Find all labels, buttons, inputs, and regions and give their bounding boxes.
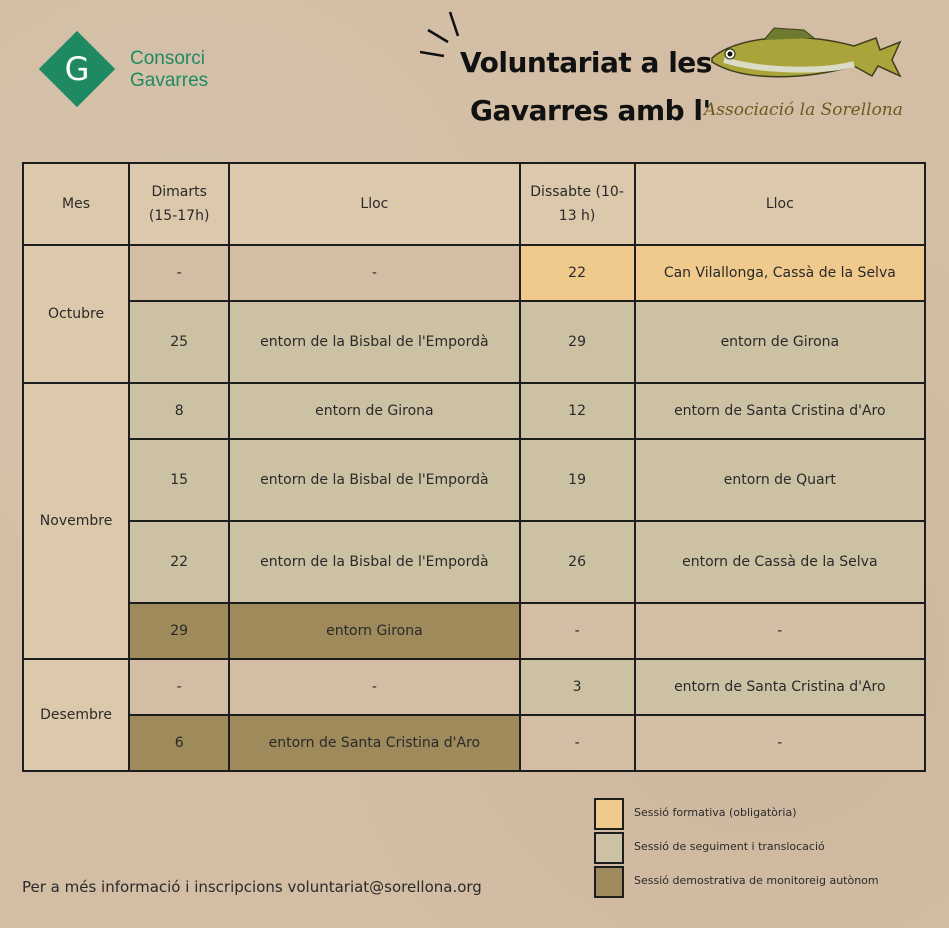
table-row [23,603,925,659]
month-octubre: Octubre [23,245,129,383]
saturday-date: - [520,603,635,659]
tuesday-date: - [129,659,229,715]
consorci-gavarres-logo [38,30,238,110]
legend-label: Sessió formativa (obligatòria) [634,806,797,819]
tuesday-place: entorn de Santa Cristina d'Aro [229,715,519,771]
table-row [23,383,925,439]
legend-swatch-formativa [594,798,624,830]
saturday-date: 29 [520,301,635,383]
tuesday-date: 22 [129,521,229,603]
table-row [23,715,925,771]
legend-swatch-seguiment [594,832,624,864]
schedule-table [22,162,926,772]
table-row [23,521,925,603]
tuesday-place: entorn Girona [229,603,519,659]
saturday-place: entorn de Quart [635,439,925,521]
saturday-date: - [520,715,635,771]
table-header-row [23,163,925,245]
tuesday-place: - [229,245,519,301]
logo-text [130,48,208,92]
tuesday-place: entorn de la Bisbal de l'Empordà [229,521,519,603]
table-row [23,659,925,715]
tuesday-date: 8 [129,383,229,439]
saturday-place: entorn de Cassà de la Selva [635,521,925,603]
table-row [23,439,925,521]
table-row [23,301,925,383]
saturday-place: entorn de Santa Cristina d'Aro [635,659,925,715]
tuesday-date: - [129,245,229,301]
saturday-place: - [635,603,925,659]
logo-line2: Gavarres [130,70,209,91]
footer-info: Per a més informació i inscripcions voluntariat@sorellona.org [22,878,482,896]
saturday-date: 22 [520,245,635,301]
saturday-date: 19 [520,439,635,521]
header-mes: Mes [23,163,129,245]
legend-item-seguiment [594,832,934,866]
tuesday-place: entorn de la Bisbal de l'Empordà [229,301,519,383]
tuesday-date: 25 [129,301,229,383]
tuesday-date: 15 [129,439,229,521]
tuesday-place: - [229,659,519,715]
fish-icon [704,20,904,90]
tuesday-place: entorn de Girona [229,383,519,439]
page-title [420,8,920,138]
saturday-place: entorn de Girona [635,301,925,383]
title-line1: Voluntariat a les [460,46,712,79]
saturday-date: 12 [520,383,635,439]
month-novembre: Novembre [23,383,129,659]
legend-item-formativa [594,798,934,832]
legend-label: Sessió demostrativa de monitoreig autònom [634,874,879,887]
saturday-place: entorn de Santa Cristina d'Aro [635,383,925,439]
legend [594,798,934,900]
legend-item-demostrativa [594,866,934,900]
association-name: Associació la Sorellona [704,100,903,120]
tuesday-place: entorn de la Bisbal de l'Empordà [229,439,519,521]
header-dissabte: Dissabte (10-13 h) [520,163,635,245]
saturday-place: Can Vilallonga, Cassà de la Selva [635,245,925,301]
saturday-date: 26 [520,521,635,603]
table-row [23,245,925,301]
legend-swatch-demostrativa [594,866,624,898]
header-dimarts: Dimarts (15-17h) [129,163,229,245]
legend-label: Sessió de seguiment i translocació [634,840,825,853]
month-desembre: Desembre [23,659,129,771]
saturday-place: - [635,715,925,771]
saturday-date: 3 [520,659,635,715]
logo-line1: Consorci [130,48,205,69]
logo-letter: G [64,50,90,88]
tuesday-date: 6 [129,715,229,771]
header-lloc-dimarts: Lloc [229,163,519,245]
title-line2: Gavarres amb l' [470,94,711,127]
tuesday-date: 29 [129,603,229,659]
header-lloc-dissabte: Lloc [635,163,925,245]
